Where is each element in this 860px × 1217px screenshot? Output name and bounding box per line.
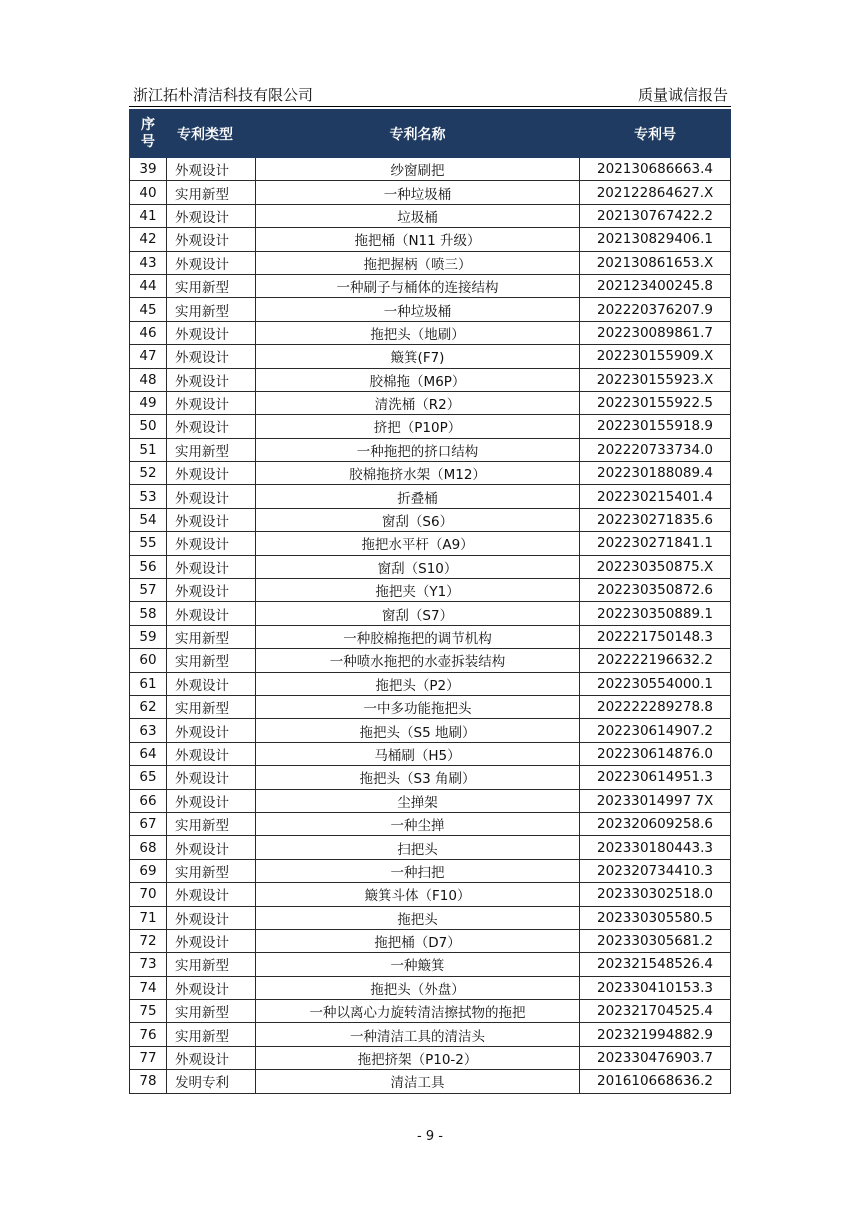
cell-patent-type: 外观设计 bbox=[167, 836, 256, 859]
column-header-name: 专利名称 bbox=[256, 110, 580, 158]
cell-patent-name: 折叠桶 bbox=[256, 485, 580, 508]
table-row bbox=[130, 836, 731, 859]
cell-patent-number: 202330305681.2 bbox=[580, 929, 731, 952]
cell-patent-number: 202230554000.1 bbox=[580, 672, 731, 695]
cell-index: 57 bbox=[130, 579, 167, 602]
cell-patent-type: 实用新型 bbox=[167, 438, 256, 461]
cell-index: 41 bbox=[130, 204, 167, 227]
cell-patent-type: 外观设计 bbox=[167, 555, 256, 578]
cell-patent-number: 202321994882.9 bbox=[580, 1023, 731, 1046]
cell-patent-name: 拖把头（S3 角刷） bbox=[256, 766, 580, 789]
cell-patent-name: 拖把握柄（喷三） bbox=[256, 251, 580, 274]
cell-patent-name: 拖把水平杆（A9） bbox=[256, 532, 580, 555]
table-row bbox=[130, 298, 731, 321]
cell-patent-number: 202321704525.4 bbox=[580, 1000, 731, 1023]
cell-patent-name: 一种拖把的挤口结构 bbox=[256, 438, 580, 461]
cell-index: 71 bbox=[130, 906, 167, 929]
cell-patent-type: 外观设计 bbox=[167, 719, 256, 742]
cell-patent-number: 202230215401.4 bbox=[580, 485, 731, 508]
cell-index: 47 bbox=[130, 345, 167, 368]
cell-patent-number: 202230614951.3 bbox=[580, 766, 731, 789]
cell-index: 66 bbox=[130, 789, 167, 812]
cell-index: 58 bbox=[130, 602, 167, 625]
cell-index: 53 bbox=[130, 485, 167, 508]
cell-patent-number: 202330302518.0 bbox=[580, 883, 731, 906]
cell-patent-type: 实用新型 bbox=[167, 812, 256, 835]
cell-patent-name: 拖把头（P2） bbox=[256, 672, 580, 695]
table-row bbox=[130, 625, 731, 648]
table-row bbox=[130, 158, 731, 181]
table-row bbox=[130, 532, 731, 555]
table-row bbox=[130, 274, 731, 297]
cell-patent-name: 一种垃圾桶 bbox=[256, 298, 580, 321]
table-row bbox=[130, 415, 731, 438]
cell-patent-number: 202230350875.X bbox=[580, 555, 731, 578]
cell-patent-type: 实用新型 bbox=[167, 695, 256, 718]
cell-patent-number: 202330180443.3 bbox=[580, 836, 731, 859]
cell-patent-number: 202230350872.6 bbox=[580, 579, 731, 602]
cell-patent-type: 外观设计 bbox=[167, 602, 256, 625]
cell-patent-number: 20233014997 7X bbox=[580, 789, 731, 812]
cell-patent-name: 胶棉拖挤水架（M12） bbox=[256, 462, 580, 485]
table-row bbox=[130, 672, 731, 695]
cell-patent-number: 202330305580.5 bbox=[580, 906, 731, 929]
cell-patent-type: 外观设计 bbox=[167, 883, 256, 906]
cell-patent-number: 202230155922.5 bbox=[580, 391, 731, 414]
cell-patent-name: 一种喷水拖把的水壶拆装结构 bbox=[256, 649, 580, 672]
cell-patent-type: 实用新型 bbox=[167, 181, 256, 204]
cell-index: 77 bbox=[130, 1046, 167, 1069]
table-row bbox=[130, 508, 731, 531]
table-row bbox=[130, 883, 731, 906]
cell-patent-name: 挤把（P10P） bbox=[256, 415, 580, 438]
table-row bbox=[130, 1070, 731, 1093]
cell-index: 72 bbox=[130, 929, 167, 952]
cell-patent-name: 窗刮（S6） bbox=[256, 508, 580, 531]
table-row bbox=[130, 929, 731, 952]
company-name: 浙江拓朴清洁科技有限公司 bbox=[133, 86, 314, 104]
cell-patent-type: 实用新型 bbox=[167, 859, 256, 882]
cell-patent-type: 实用新型 bbox=[167, 298, 256, 321]
cell-patent-type: 外观设计 bbox=[167, 228, 256, 251]
cell-patent-type: 外观设计 bbox=[167, 415, 256, 438]
cell-index: 67 bbox=[130, 812, 167, 835]
cell-index: 59 bbox=[130, 625, 167, 648]
cell-index: 52 bbox=[130, 462, 167, 485]
cell-patent-name: 胶棉拖（M6P） bbox=[256, 368, 580, 391]
cell-patent-name: 拖把头 bbox=[256, 906, 580, 929]
cell-patent-number: 202230155923.X bbox=[580, 368, 731, 391]
cell-patent-name: 一种以离心力旋转清洁擦拭物的拖把 bbox=[256, 1000, 580, 1023]
cell-patent-number: 202130686663.4 bbox=[580, 158, 731, 181]
cell-patent-type: 外观设计 bbox=[167, 1046, 256, 1069]
cell-patent-type: 外观设计 bbox=[167, 462, 256, 485]
patent-table bbox=[129, 109, 731, 1094]
cell-patent-name: 簸箕斗体（F10） bbox=[256, 883, 580, 906]
cell-patent-type: 实用新型 bbox=[167, 274, 256, 297]
cell-patent-name: 拖把头（地刷） bbox=[256, 321, 580, 344]
cell-patent-number: 202230089861.7 bbox=[580, 321, 731, 344]
cell-patent-number: 202130829406.1 bbox=[580, 228, 731, 251]
cell-index: 50 bbox=[130, 415, 167, 438]
column-header-number: 专利号 bbox=[580, 110, 731, 158]
table-row bbox=[130, 368, 731, 391]
cell-index: 63 bbox=[130, 719, 167, 742]
cell-patent-name: 一种刷子与桶体的连接结构 bbox=[256, 274, 580, 297]
table-row bbox=[130, 579, 731, 602]
cell-index: 78 bbox=[130, 1070, 167, 1093]
cell-patent-number: 202221750148.3 bbox=[580, 625, 731, 648]
table-row bbox=[130, 485, 731, 508]
cell-patent-name: 簸箕(F7) bbox=[256, 345, 580, 368]
table-row bbox=[130, 251, 731, 274]
cell-patent-number: 202230614876.0 bbox=[580, 742, 731, 765]
cell-patent-type: 实用新型 bbox=[167, 1023, 256, 1046]
cell-patent-type: 实用新型 bbox=[167, 649, 256, 672]
cell-patent-name: 尘掸架 bbox=[256, 789, 580, 812]
cell-patent-type: 外观设计 bbox=[167, 368, 256, 391]
table-row bbox=[130, 181, 731, 204]
cell-patent-number: 202230188089.4 bbox=[580, 462, 731, 485]
table-row bbox=[130, 462, 731, 485]
cell-index: 61 bbox=[130, 672, 167, 695]
cell-patent-name: 清洗桶（R2） bbox=[256, 391, 580, 414]
cell-patent-number: 202230271835.6 bbox=[580, 508, 731, 531]
cell-index: 75 bbox=[130, 1000, 167, 1023]
cell-patent-type: 外观设计 bbox=[167, 766, 256, 789]
cell-index: 56 bbox=[130, 555, 167, 578]
cell-patent-type: 外观设计 bbox=[167, 906, 256, 929]
table-row bbox=[130, 812, 731, 835]
cell-patent-name: 窗刮（S7） bbox=[256, 602, 580, 625]
cell-index: 68 bbox=[130, 836, 167, 859]
cell-patent-name: 窗刮（S10） bbox=[256, 555, 580, 578]
cell-patent-name: 纱窗刷把 bbox=[256, 158, 580, 181]
cell-index: 69 bbox=[130, 859, 167, 882]
cell-patent-type: 发明专利 bbox=[167, 1070, 256, 1093]
cell-index: 55 bbox=[130, 532, 167, 555]
cell-patent-name: 一中多功能拖把头 bbox=[256, 695, 580, 718]
table-row bbox=[130, 695, 731, 718]
table-row bbox=[130, 321, 731, 344]
cell-patent-name: 拖把桶（D7） bbox=[256, 929, 580, 952]
cell-patent-name: 马桶刷（H5） bbox=[256, 742, 580, 765]
table-row bbox=[130, 1000, 731, 1023]
table-row bbox=[130, 649, 731, 672]
cell-index: 51 bbox=[130, 438, 167, 461]
cell-index: 65 bbox=[130, 766, 167, 789]
cell-patent-type: 外观设计 bbox=[167, 532, 256, 555]
cell-patent-name: 清洁工具 bbox=[256, 1070, 580, 1093]
cell-index: 39 bbox=[130, 158, 167, 181]
cell-patent-number: 202230155918.9 bbox=[580, 415, 731, 438]
cell-patent-type: 外观设计 bbox=[167, 976, 256, 999]
table-row bbox=[130, 555, 731, 578]
cell-patent-number: 202230614907.2 bbox=[580, 719, 731, 742]
cell-patent-number: 202230350889.1 bbox=[580, 602, 731, 625]
table-row bbox=[130, 906, 731, 929]
cell-patent-number: 202320609258.6 bbox=[580, 812, 731, 835]
cell-patent-number: 202320734410.3 bbox=[580, 859, 731, 882]
cell-patent-number: 201610668636.2 bbox=[580, 1070, 731, 1093]
table-row bbox=[130, 719, 731, 742]
report-title: 质量诚信报告 bbox=[637, 86, 728, 104]
cell-patent-type: 外观设计 bbox=[167, 204, 256, 227]
cell-patent-type: 外观设计 bbox=[167, 321, 256, 344]
cell-patent-name: 扫把头 bbox=[256, 836, 580, 859]
cell-patent-type: 外观设计 bbox=[167, 742, 256, 765]
table-row bbox=[130, 953, 731, 976]
cell-index: 42 bbox=[130, 228, 167, 251]
cell-patent-name: 拖把头（外盘） bbox=[256, 976, 580, 999]
cell-patent-type: 实用新型 bbox=[167, 1000, 256, 1023]
cell-patent-name: 一种胶棉拖把的调节机构 bbox=[256, 625, 580, 648]
table-row bbox=[130, 976, 731, 999]
cell-index: 62 bbox=[130, 695, 167, 718]
cell-patent-type: 外观设计 bbox=[167, 345, 256, 368]
cell-index: 60 bbox=[130, 649, 167, 672]
cell-index: 70 bbox=[130, 883, 167, 906]
cell-index: 76 bbox=[130, 1023, 167, 1046]
cell-index: 54 bbox=[130, 508, 167, 531]
cell-index: 49 bbox=[130, 391, 167, 414]
header-divider bbox=[129, 106, 731, 107]
cell-patent-type: 外观设计 bbox=[167, 158, 256, 181]
cell-patent-name: 一种扫把 bbox=[256, 859, 580, 882]
cell-patent-name: 一种垃圾桶 bbox=[256, 181, 580, 204]
table-header-row bbox=[130, 110, 731, 158]
cell-patent-type: 实用新型 bbox=[167, 953, 256, 976]
cell-patent-name: 拖把夹（Y1） bbox=[256, 579, 580, 602]
cell-index: 74 bbox=[130, 976, 167, 999]
cell-index: 43 bbox=[130, 251, 167, 274]
table-row bbox=[130, 789, 731, 812]
cell-index: 40 bbox=[130, 181, 167, 204]
cell-index: 64 bbox=[130, 742, 167, 765]
cell-patent-type: 外观设计 bbox=[167, 391, 256, 414]
cell-patent-number: 202220376207.9 bbox=[580, 298, 731, 321]
table-row bbox=[130, 859, 731, 882]
cell-patent-number: 202330410153.3 bbox=[580, 976, 731, 999]
table-row bbox=[130, 742, 731, 765]
cell-patent-name: 拖把头（S5 地刷） bbox=[256, 719, 580, 742]
cell-patent-number: 202123400245.8 bbox=[580, 274, 731, 297]
cell-patent-number: 202321548526.4 bbox=[580, 953, 731, 976]
cell-index: 44 bbox=[130, 274, 167, 297]
table-row bbox=[130, 204, 731, 227]
cell-index: 45 bbox=[130, 298, 167, 321]
cell-patent-number: 202222196632.2 bbox=[580, 649, 731, 672]
cell-index: 73 bbox=[130, 953, 167, 976]
cell-index: 48 bbox=[130, 368, 167, 391]
table-row bbox=[130, 1046, 731, 1069]
cell-patent-number: 202220733734.0 bbox=[580, 438, 731, 461]
cell-patent-type: 外观设计 bbox=[167, 508, 256, 531]
column-header-type: 专利类型 bbox=[167, 110, 256, 158]
cell-patent-number: 202130767422.2 bbox=[580, 204, 731, 227]
cell-patent-number: 202222289278.8 bbox=[580, 695, 731, 718]
table-row bbox=[130, 391, 731, 414]
column-header-index: 序 号 bbox=[130, 110, 167, 158]
table-row bbox=[130, 1023, 731, 1046]
table-row bbox=[130, 438, 731, 461]
cell-patent-number: 202230155909.X bbox=[580, 345, 731, 368]
table-row bbox=[130, 766, 731, 789]
cell-patent-name: 一种清洁工具的清洁头 bbox=[256, 1023, 580, 1046]
cell-index: 46 bbox=[130, 321, 167, 344]
cell-patent-type: 外观设计 bbox=[167, 579, 256, 602]
cell-patent-name: 拖把桶（N11 升级） bbox=[256, 228, 580, 251]
cell-patent-number: 202122864627.X bbox=[580, 181, 731, 204]
cell-patent-number: 202130861653.X bbox=[580, 251, 731, 274]
cell-patent-number: 202330476903.7 bbox=[580, 1046, 731, 1069]
page-number: - 9 - bbox=[417, 1129, 443, 1144]
cell-patent-type: 外观设计 bbox=[167, 672, 256, 695]
cell-patent-type: 外观设计 bbox=[167, 929, 256, 952]
table-row bbox=[130, 345, 731, 368]
cell-patent-type: 实用新型 bbox=[167, 625, 256, 648]
cell-patent-name: 拖把挤架（P10-2） bbox=[256, 1046, 580, 1069]
cell-patent-type: 外观设计 bbox=[167, 485, 256, 508]
cell-patent-name: 一种簸箕 bbox=[256, 953, 580, 976]
cell-patent-type: 外观设计 bbox=[167, 789, 256, 812]
cell-patent-name: 一种尘掸 bbox=[256, 812, 580, 835]
cell-patent-name: 垃圾桶 bbox=[256, 204, 580, 227]
cell-patent-number: 202230271841.1 bbox=[580, 532, 731, 555]
cell-patent-type: 外观设计 bbox=[167, 251, 256, 274]
table-row bbox=[130, 228, 731, 251]
table-row bbox=[130, 602, 731, 625]
